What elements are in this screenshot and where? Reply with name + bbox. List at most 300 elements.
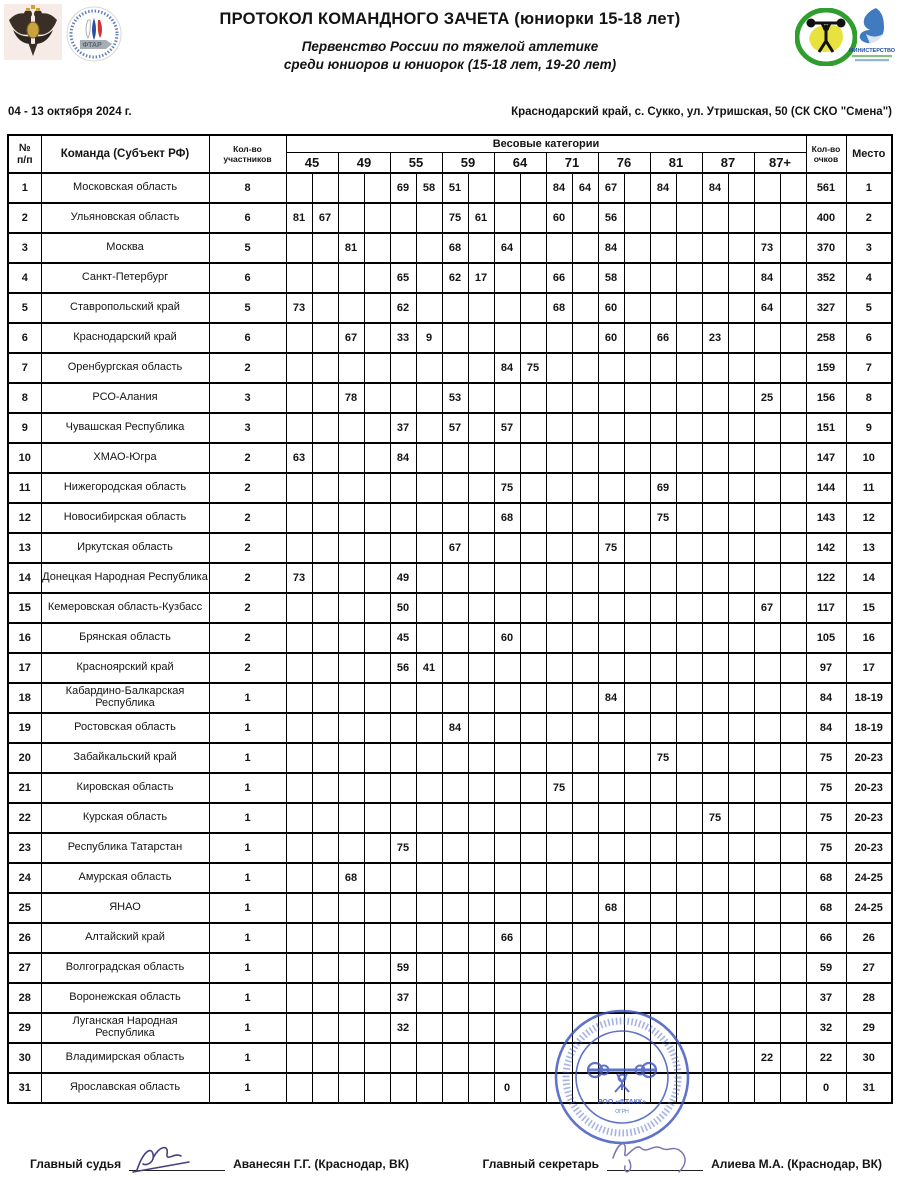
weight-cell	[468, 833, 494, 863]
weight-cell	[338, 983, 364, 1013]
table-row	[8, 383, 892, 413]
weight-cell	[468, 1073, 494, 1103]
weight-cell	[286, 323, 312, 353]
weight-cell	[494, 533, 520, 563]
weight-cell	[754, 803, 780, 833]
weight-cell	[364, 683, 390, 713]
team-name: Ставропольский край	[41, 293, 209, 323]
weight-cell	[650, 863, 676, 893]
weight-cell	[494, 893, 520, 923]
team-name: Кировская область	[41, 773, 209, 803]
weight-cell	[546, 563, 572, 593]
weight-cell	[572, 383, 598, 413]
weight-cell: 75	[546, 773, 572, 803]
weight-cell	[442, 1043, 468, 1073]
weight-cell	[598, 863, 624, 893]
weight-cell	[754, 1073, 780, 1103]
row-number: 19	[8, 713, 41, 743]
weight-cell	[312, 1043, 338, 1073]
weight-cell	[624, 173, 650, 203]
weight-cell	[624, 353, 650, 383]
weight-cell	[364, 803, 390, 833]
weight-cell	[338, 593, 364, 623]
place-cell: 15	[846, 593, 892, 623]
weight-cell	[728, 593, 754, 623]
team-name: Краснодарский край	[41, 323, 209, 353]
team-name: Курская область	[41, 803, 209, 833]
weight-cell	[650, 533, 676, 563]
weight-cell	[468, 383, 494, 413]
weight-cell	[546, 683, 572, 713]
team-name: Брянская область	[41, 623, 209, 653]
weight-cell	[390, 923, 416, 953]
team-name: Санкт-Петербург	[41, 263, 209, 293]
weight-cell	[468, 653, 494, 683]
weight-cell	[676, 383, 702, 413]
ministry-label: МИНИСТЕРСТВО	[848, 48, 896, 54]
weight-cell	[442, 323, 468, 353]
weight-cell	[572, 743, 598, 773]
subtitle-line1: Первенство России по тяжелой атлетике	[301, 39, 599, 54]
weight-cell	[364, 653, 390, 683]
place-cell: 29	[846, 1013, 892, 1043]
weight-cell	[442, 983, 468, 1013]
weight-cell	[780, 653, 806, 683]
weight-cell	[676, 683, 702, 713]
weight-cell	[702, 653, 728, 683]
weight-cell	[598, 803, 624, 833]
weight-cell	[624, 893, 650, 923]
weight-cell	[442, 1073, 468, 1103]
participants-count: 1	[209, 743, 286, 773]
weight-cell	[650, 803, 676, 833]
weight-cell: 67	[754, 593, 780, 623]
weight-cell	[572, 863, 598, 893]
weight-cell	[624, 773, 650, 803]
weight-cell	[546, 923, 572, 953]
weight-cell	[338, 773, 364, 803]
team-name: Алтайский край	[41, 923, 209, 953]
weight-cell	[572, 893, 598, 923]
table-row	[8, 263, 892, 293]
weight-cell	[702, 503, 728, 533]
team-name: Республика Татарстан	[41, 833, 209, 863]
weight-cell	[494, 293, 520, 323]
participants-count: 2	[209, 623, 286, 653]
weight-cell	[494, 323, 520, 353]
weight-cell	[728, 293, 754, 323]
weight-cell	[546, 503, 572, 533]
col-header-team: Команда (Субъект РФ)	[41, 135, 209, 173]
weight-cell	[728, 743, 754, 773]
weight-cell	[546, 593, 572, 623]
participants-count: 2	[209, 563, 286, 593]
weight-cell: 49	[390, 563, 416, 593]
category-header-71: 71	[546, 153, 598, 174]
table-row	[8, 563, 892, 593]
weight-cell	[520, 503, 546, 533]
score-cell: 68	[806, 893, 846, 923]
weight-cell	[598, 833, 624, 863]
table-row	[8, 443, 892, 473]
weight-cell	[520, 443, 546, 473]
weight-cell	[286, 263, 312, 293]
weight-cell: 56	[598, 203, 624, 233]
team-name: Московская область	[41, 173, 209, 203]
row-number: 14	[8, 563, 41, 593]
place-cell: 31	[846, 1073, 892, 1103]
weight-cell	[546, 473, 572, 503]
participants-count: 1	[209, 1073, 286, 1103]
weight-cell	[624, 683, 650, 713]
weight-cell	[312, 953, 338, 983]
category-header-49: 49	[338, 153, 390, 174]
score-cell: 352	[806, 263, 846, 293]
weight-cell	[468, 803, 494, 833]
weight-cell: 84	[754, 263, 780, 293]
weight-cell: 67	[338, 323, 364, 353]
weight-cell	[364, 833, 390, 863]
weight-cell: 78	[338, 383, 364, 413]
score-cell: 59	[806, 953, 846, 983]
weight-cell	[572, 653, 598, 683]
weight-cell	[364, 593, 390, 623]
weight-cell	[442, 653, 468, 683]
weight-cell	[702, 263, 728, 293]
weight-cell: 84	[702, 173, 728, 203]
weight-cell	[390, 803, 416, 833]
weight-cell	[442, 293, 468, 323]
weight-cell	[598, 923, 624, 953]
weight-cell	[416, 623, 442, 653]
place-cell: 24-25	[846, 863, 892, 893]
team-name: Амурская область	[41, 863, 209, 893]
category-header-64: 64	[494, 153, 546, 174]
participants-count: 2	[209, 533, 286, 563]
weight-cell	[676, 623, 702, 653]
weight-cell	[702, 563, 728, 593]
place-cell: 6	[846, 323, 892, 353]
weight-cell	[702, 473, 728, 503]
weight-cell	[624, 923, 650, 953]
weight-cell	[416, 833, 442, 863]
weight-cell	[494, 173, 520, 203]
weight-cell	[754, 203, 780, 233]
weight-cell	[520, 383, 546, 413]
judge-signature-icon	[131, 1142, 201, 1176]
weight-cell	[312, 473, 338, 503]
weight-cell	[780, 503, 806, 533]
weight-cell	[650, 893, 676, 923]
chief-judge-name: Аванесян Г.Г. (Краснодар, ВК)	[233, 1157, 410, 1171]
weight-cell	[390, 1043, 416, 1073]
weight-cell	[442, 773, 468, 803]
weight-cell	[390, 473, 416, 503]
weight-cell	[702, 1073, 728, 1103]
weight-cell	[312, 323, 338, 353]
weight-cell	[416, 503, 442, 533]
weight-cell	[754, 563, 780, 593]
weight-cell	[390, 863, 416, 893]
participants-count: 1	[209, 683, 286, 713]
weight-cell	[416, 923, 442, 953]
team-name: Оренбургская область	[41, 353, 209, 383]
weight-cell	[754, 323, 780, 353]
weight-cell	[468, 353, 494, 383]
weight-cell	[286, 593, 312, 623]
weight-cell	[624, 503, 650, 533]
row-number: 16	[8, 623, 41, 653]
weight-cell	[312, 443, 338, 473]
weight-cell	[624, 743, 650, 773]
weight-cell	[780, 953, 806, 983]
weight-cell	[650, 263, 676, 293]
weight-cell	[546, 833, 572, 863]
weight-cell	[624, 203, 650, 233]
weight-cell	[312, 413, 338, 443]
score-cell: 75	[806, 803, 846, 833]
weight-cell	[546, 863, 572, 893]
category-header-45: 45	[286, 153, 338, 174]
weight-cell	[598, 653, 624, 683]
weight-cell	[312, 593, 338, 623]
weight-cell	[390, 713, 416, 743]
weight-cell	[676, 203, 702, 233]
weight-cell	[416, 203, 442, 233]
participants-count: 2	[209, 503, 286, 533]
weight-cell	[624, 713, 650, 743]
table-row	[8, 983, 892, 1013]
weight-cell	[754, 353, 780, 383]
weight-cell	[650, 443, 676, 473]
weight-cell	[754, 743, 780, 773]
row-number: 21	[8, 773, 41, 803]
weight-cell	[416, 953, 442, 983]
ftar-label: ФТАР	[82, 42, 102, 49]
weight-cell	[754, 443, 780, 473]
weight-cell	[286, 923, 312, 953]
weight-cell	[728, 203, 754, 233]
weight-cell	[650, 923, 676, 953]
weight-cell	[442, 593, 468, 623]
table-row	[8, 1013, 892, 1043]
participants-count: 6	[209, 263, 286, 293]
table-row	[8, 893, 892, 923]
row-number: 15	[8, 593, 41, 623]
weight-cell	[442, 833, 468, 863]
weight-cell	[416, 893, 442, 923]
weight-cell	[702, 923, 728, 953]
weight-cell	[468, 953, 494, 983]
weight-cell	[780, 593, 806, 623]
weight-cell	[702, 863, 728, 893]
weight-cell	[468, 893, 494, 923]
weight-cell	[338, 893, 364, 923]
score-cell: 75	[806, 743, 846, 773]
weight-cell	[754, 653, 780, 683]
weight-cell	[520, 773, 546, 803]
weight-cell: 64	[572, 173, 598, 203]
weight-cell	[572, 773, 598, 803]
weight-cell	[598, 353, 624, 383]
weight-cell	[702, 893, 728, 923]
weight-cell: 51	[442, 173, 468, 203]
weight-cell	[312, 503, 338, 533]
weight-cell	[702, 533, 728, 563]
table-row	[8, 533, 892, 563]
weight-cell: 32	[390, 1013, 416, 1043]
weight-cell	[780, 713, 806, 743]
score-cell: 142	[806, 533, 846, 563]
weight-cell	[442, 923, 468, 953]
team-standings-table	[7, 134, 893, 1104]
place-cell: 7	[846, 353, 892, 383]
score-cell: 84	[806, 683, 846, 713]
weight-cell	[390, 893, 416, 923]
weight-cell	[650, 773, 676, 803]
weight-cell	[754, 623, 780, 653]
judge-signature-line	[129, 1156, 225, 1171]
place-cell: 16	[846, 623, 892, 653]
weight-cell	[286, 893, 312, 923]
weight-cell	[676, 413, 702, 443]
score-cell: 327	[806, 293, 846, 323]
row-number: 5	[8, 293, 41, 323]
weight-cell	[780, 293, 806, 323]
row-number: 26	[8, 923, 41, 953]
weight-cell: 84	[546, 173, 572, 203]
weight-cell	[624, 233, 650, 263]
weight-cell	[520, 743, 546, 773]
row-number: 17	[8, 653, 41, 683]
category-header-87+: 87+	[754, 153, 806, 174]
weight-cell	[312, 743, 338, 773]
weight-cell	[338, 683, 364, 713]
weight-cell	[520, 563, 546, 593]
weight-cell	[468, 293, 494, 323]
weight-cell	[364, 1043, 390, 1073]
participants-count: 3	[209, 413, 286, 443]
weight-cell	[754, 173, 780, 203]
weight-cell: 58	[416, 173, 442, 203]
weight-cell: 84	[598, 233, 624, 263]
weight-cell	[494, 593, 520, 623]
weight-cell	[728, 533, 754, 563]
place-cell: 24-25	[846, 893, 892, 923]
weight-cell	[390, 773, 416, 803]
table-row	[8, 623, 892, 653]
weight-cell	[728, 473, 754, 503]
weight-cell: 66	[650, 323, 676, 353]
weight-cell	[650, 953, 676, 983]
table-row	[8, 863, 892, 893]
weight-cell	[676, 923, 702, 953]
weight-cell: 66	[546, 263, 572, 293]
weight-cell	[364, 473, 390, 503]
weight-cell	[364, 773, 390, 803]
weight-cell	[676, 713, 702, 743]
weight-cell	[780, 563, 806, 593]
row-number: 20	[8, 743, 41, 773]
weight-cell	[572, 803, 598, 833]
row-number: 27	[8, 953, 41, 983]
weight-cell	[650, 623, 676, 653]
weight-cell	[338, 473, 364, 503]
weight-cell: 69	[390, 173, 416, 203]
table-row	[8, 653, 892, 683]
weight-cell: 75	[494, 473, 520, 503]
score-cell: 66	[806, 923, 846, 953]
weight-cell	[312, 863, 338, 893]
weight-cell	[676, 353, 702, 383]
weight-cell	[390, 683, 416, 713]
weight-cell	[286, 653, 312, 683]
weight-cell	[702, 293, 728, 323]
weight-cell	[676, 833, 702, 863]
score-cell: 258	[806, 323, 846, 353]
weight-cell	[416, 743, 442, 773]
weight-cell	[676, 323, 702, 353]
score-cell: 68	[806, 863, 846, 893]
weight-cell	[702, 443, 728, 473]
row-number: 13	[8, 533, 41, 563]
weight-cell	[286, 833, 312, 863]
weight-cell	[572, 563, 598, 593]
weight-cell	[754, 953, 780, 983]
weight-cell	[338, 443, 364, 473]
weight-cell	[442, 443, 468, 473]
category-header-87: 87	[702, 153, 754, 174]
weight-cell	[780, 173, 806, 203]
weight-cell	[312, 623, 338, 653]
weight-cell	[312, 383, 338, 413]
weight-cell	[572, 533, 598, 563]
weight-cell	[780, 413, 806, 443]
participants-count: 2	[209, 353, 286, 383]
weight-cell	[494, 383, 520, 413]
weight-cell	[676, 293, 702, 323]
secretary-signature-line	[607, 1156, 703, 1171]
weight-cell	[520, 1013, 546, 1043]
weight-cell	[728, 893, 754, 923]
weight-cell	[286, 803, 312, 833]
row-number: 2	[8, 203, 41, 233]
place-cell: 17	[846, 653, 892, 683]
participants-count: 6	[209, 203, 286, 233]
weight-cell	[364, 323, 390, 353]
weight-cell	[728, 983, 754, 1013]
participants-count: 2	[209, 443, 286, 473]
weight-cell	[702, 593, 728, 623]
weight-cell	[468, 593, 494, 623]
place-cell: 9	[846, 413, 892, 443]
weight-cell	[312, 233, 338, 263]
weight-cell: 9	[416, 323, 442, 353]
team-name: РСО-Алания	[41, 383, 209, 413]
weight-cell	[312, 263, 338, 293]
weight-cell: 17	[468, 263, 494, 293]
weight-cell	[650, 563, 676, 593]
weight-cell	[780, 1073, 806, 1103]
weight-cell	[468, 233, 494, 263]
weight-cell	[286, 743, 312, 773]
weight-cell	[494, 773, 520, 803]
weight-cell	[312, 683, 338, 713]
weight-cell	[286, 383, 312, 413]
row-number: 22	[8, 803, 41, 833]
participants-count: 1	[209, 983, 286, 1013]
weight-cell	[468, 503, 494, 533]
